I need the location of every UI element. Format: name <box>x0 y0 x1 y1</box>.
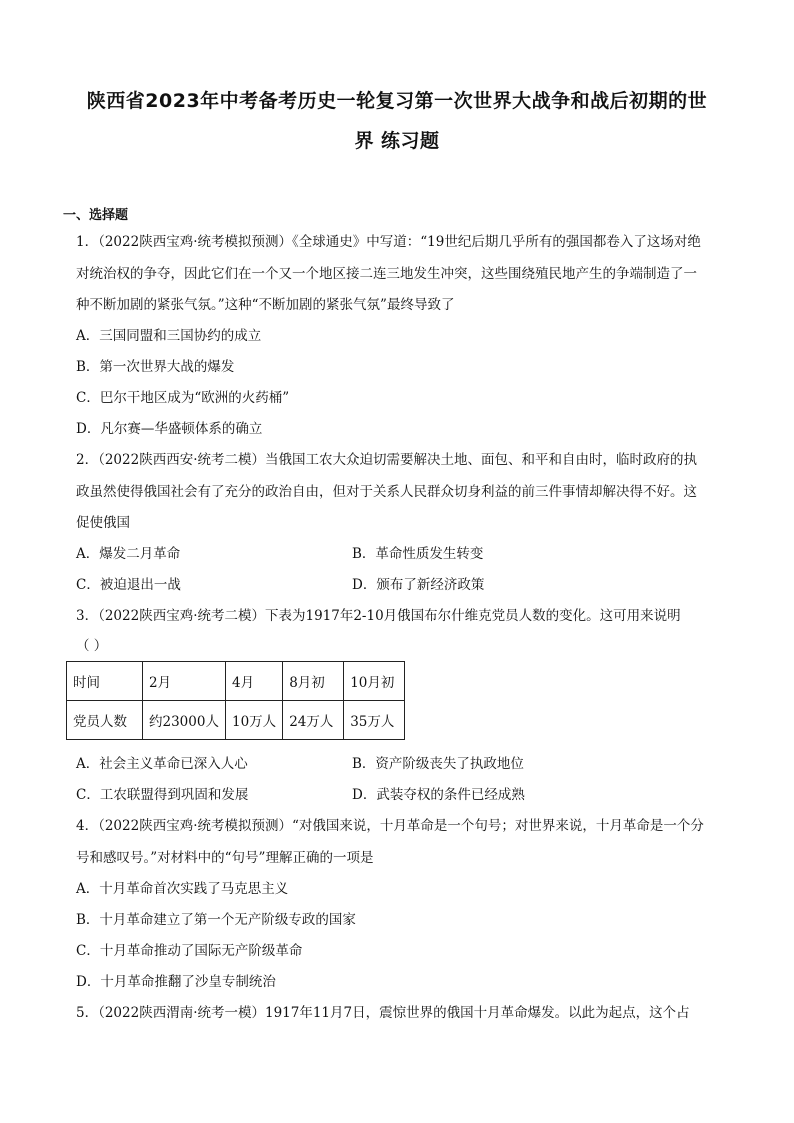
table-row <box>67 662 405 701</box>
q1-stem-line-2: 对统治权的争夺，因此它们在一个又一个地区接二连三地发生冲突，这些围绕殖民地产生的争端制造了一 <box>76 266 697 282</box>
q2-option-b[interactable]: B．革命性质发生转变 <box>352 546 484 562</box>
q2-option-a[interactable]: A．爆发二月革命 <box>76 546 181 562</box>
table-cell: 4月 <box>226 662 283 701</box>
q3-option-c[interactable]: C．工农联盟得到巩固和发展 <box>76 787 249 803</box>
q1-option-c[interactable]: C．巴尔干地区成为“欧洲的火药桶” <box>76 390 290 406</box>
q3-option-d[interactable]: D．武装夺权的条件已经成熟 <box>352 787 525 803</box>
section-heading: 一、选择题 <box>63 208 129 223</box>
table-cell: 35万人 <box>344 701 405 740</box>
table-cell: 8月初 <box>283 662 344 701</box>
document-title-line-1: 陕西省2023年中考备考历史一轮复习第一次世界大战争和战后初期的世 <box>86 90 708 112</box>
q2-stem-line-1: 2．（2022陕西西安·统考二模）当俄国工农大众迫切需要解决土地、面包、和平和自由时，临时政府的执 <box>76 452 697 468</box>
q3-stem-line-2: （ ） <box>76 638 108 654</box>
q3-stem-line-1: 3．（2022陕西宝鸡·统考二模）下表为1917年2-10月俄国布尔什维克党员人数的变化。这可用来说明 <box>76 608 681 624</box>
q1-option-d[interactable]: D．凡尔赛—华盛顿体系的确立 <box>76 421 263 437</box>
q3-option-b[interactable]: B．资产阶级丧失了执政地位 <box>352 756 524 772</box>
q2-option-d[interactable]: D．颁布了新经济政策 <box>352 577 485 593</box>
table-cell: 时间 <box>67 662 143 701</box>
table-cell: 10万人 <box>226 701 283 740</box>
q1-stem-line-1: 1．（2022陕西宝鸡·统考模拟预测）《全球通史》中写道：“19世纪后期几乎所有的强国都卷入了这场对绝 <box>76 234 701 250</box>
table-cell: 24万人 <box>283 701 344 740</box>
table-cell: 10月初 <box>344 662 405 701</box>
q4-option-c[interactable]: C．十月革命推动了国际无产阶级革命 <box>76 943 303 959</box>
q5-stem-line-1: 5．（2022陕西渭南·统考一模）1917年11月7日，震惊世界的俄国十月革命爆发。以此为起点，这个占 <box>76 1005 690 1021</box>
q1-option-b[interactable]: B．第一次世界大战的爆发 <box>76 359 235 375</box>
party-membership-table <box>66 661 405 740</box>
table-cell: 党员人数 <box>67 701 143 740</box>
q4-stem-line-2: 号和感叹号。”对材料中的“句号”理解正确的一项是 <box>76 850 374 866</box>
q3-option-a[interactable]: A．社会主义革命已深入人心 <box>76 756 248 772</box>
q4-option-b[interactable]: B．十月革命建立了第一个无产阶级专政的国家 <box>76 912 356 928</box>
document-title-line-2: 界 练习题 <box>354 130 440 152</box>
q4-option-a[interactable]: A．十月革命首次实践了马克思主义 <box>76 881 289 897</box>
q2-stem-line-2: 政虽然使得俄国社会有了充分的政治自由，但对于关系人民群众切身利益的前三件事情却解决得不好。这 <box>76 484 697 500</box>
q1-stem-line-3: 种不断加剧的紧张气氛。”这种“不断加剧的紧张气氛”最终导致了 <box>76 297 455 313</box>
q4-option-d[interactable]: D．十月革命推翻了沙皇专制统治 <box>76 974 276 990</box>
q4-stem-line-1: 4．（2022陕西宝鸡·统考模拟预测）“对俄国来说，十月革命是一个句号；对世界来说，十月革命是一个分 <box>76 818 704 834</box>
table-cell: 约23000人 <box>143 701 226 740</box>
table-cell: 2月 <box>143 662 226 701</box>
q1-option-a[interactable]: A．三国同盟和三国协约的成立 <box>76 328 262 344</box>
q2-option-c[interactable]: C．被迫退出一战 <box>76 577 181 593</box>
q2-stem-line-3: 促使俄国 <box>76 515 130 531</box>
table-row <box>67 701 405 740</box>
